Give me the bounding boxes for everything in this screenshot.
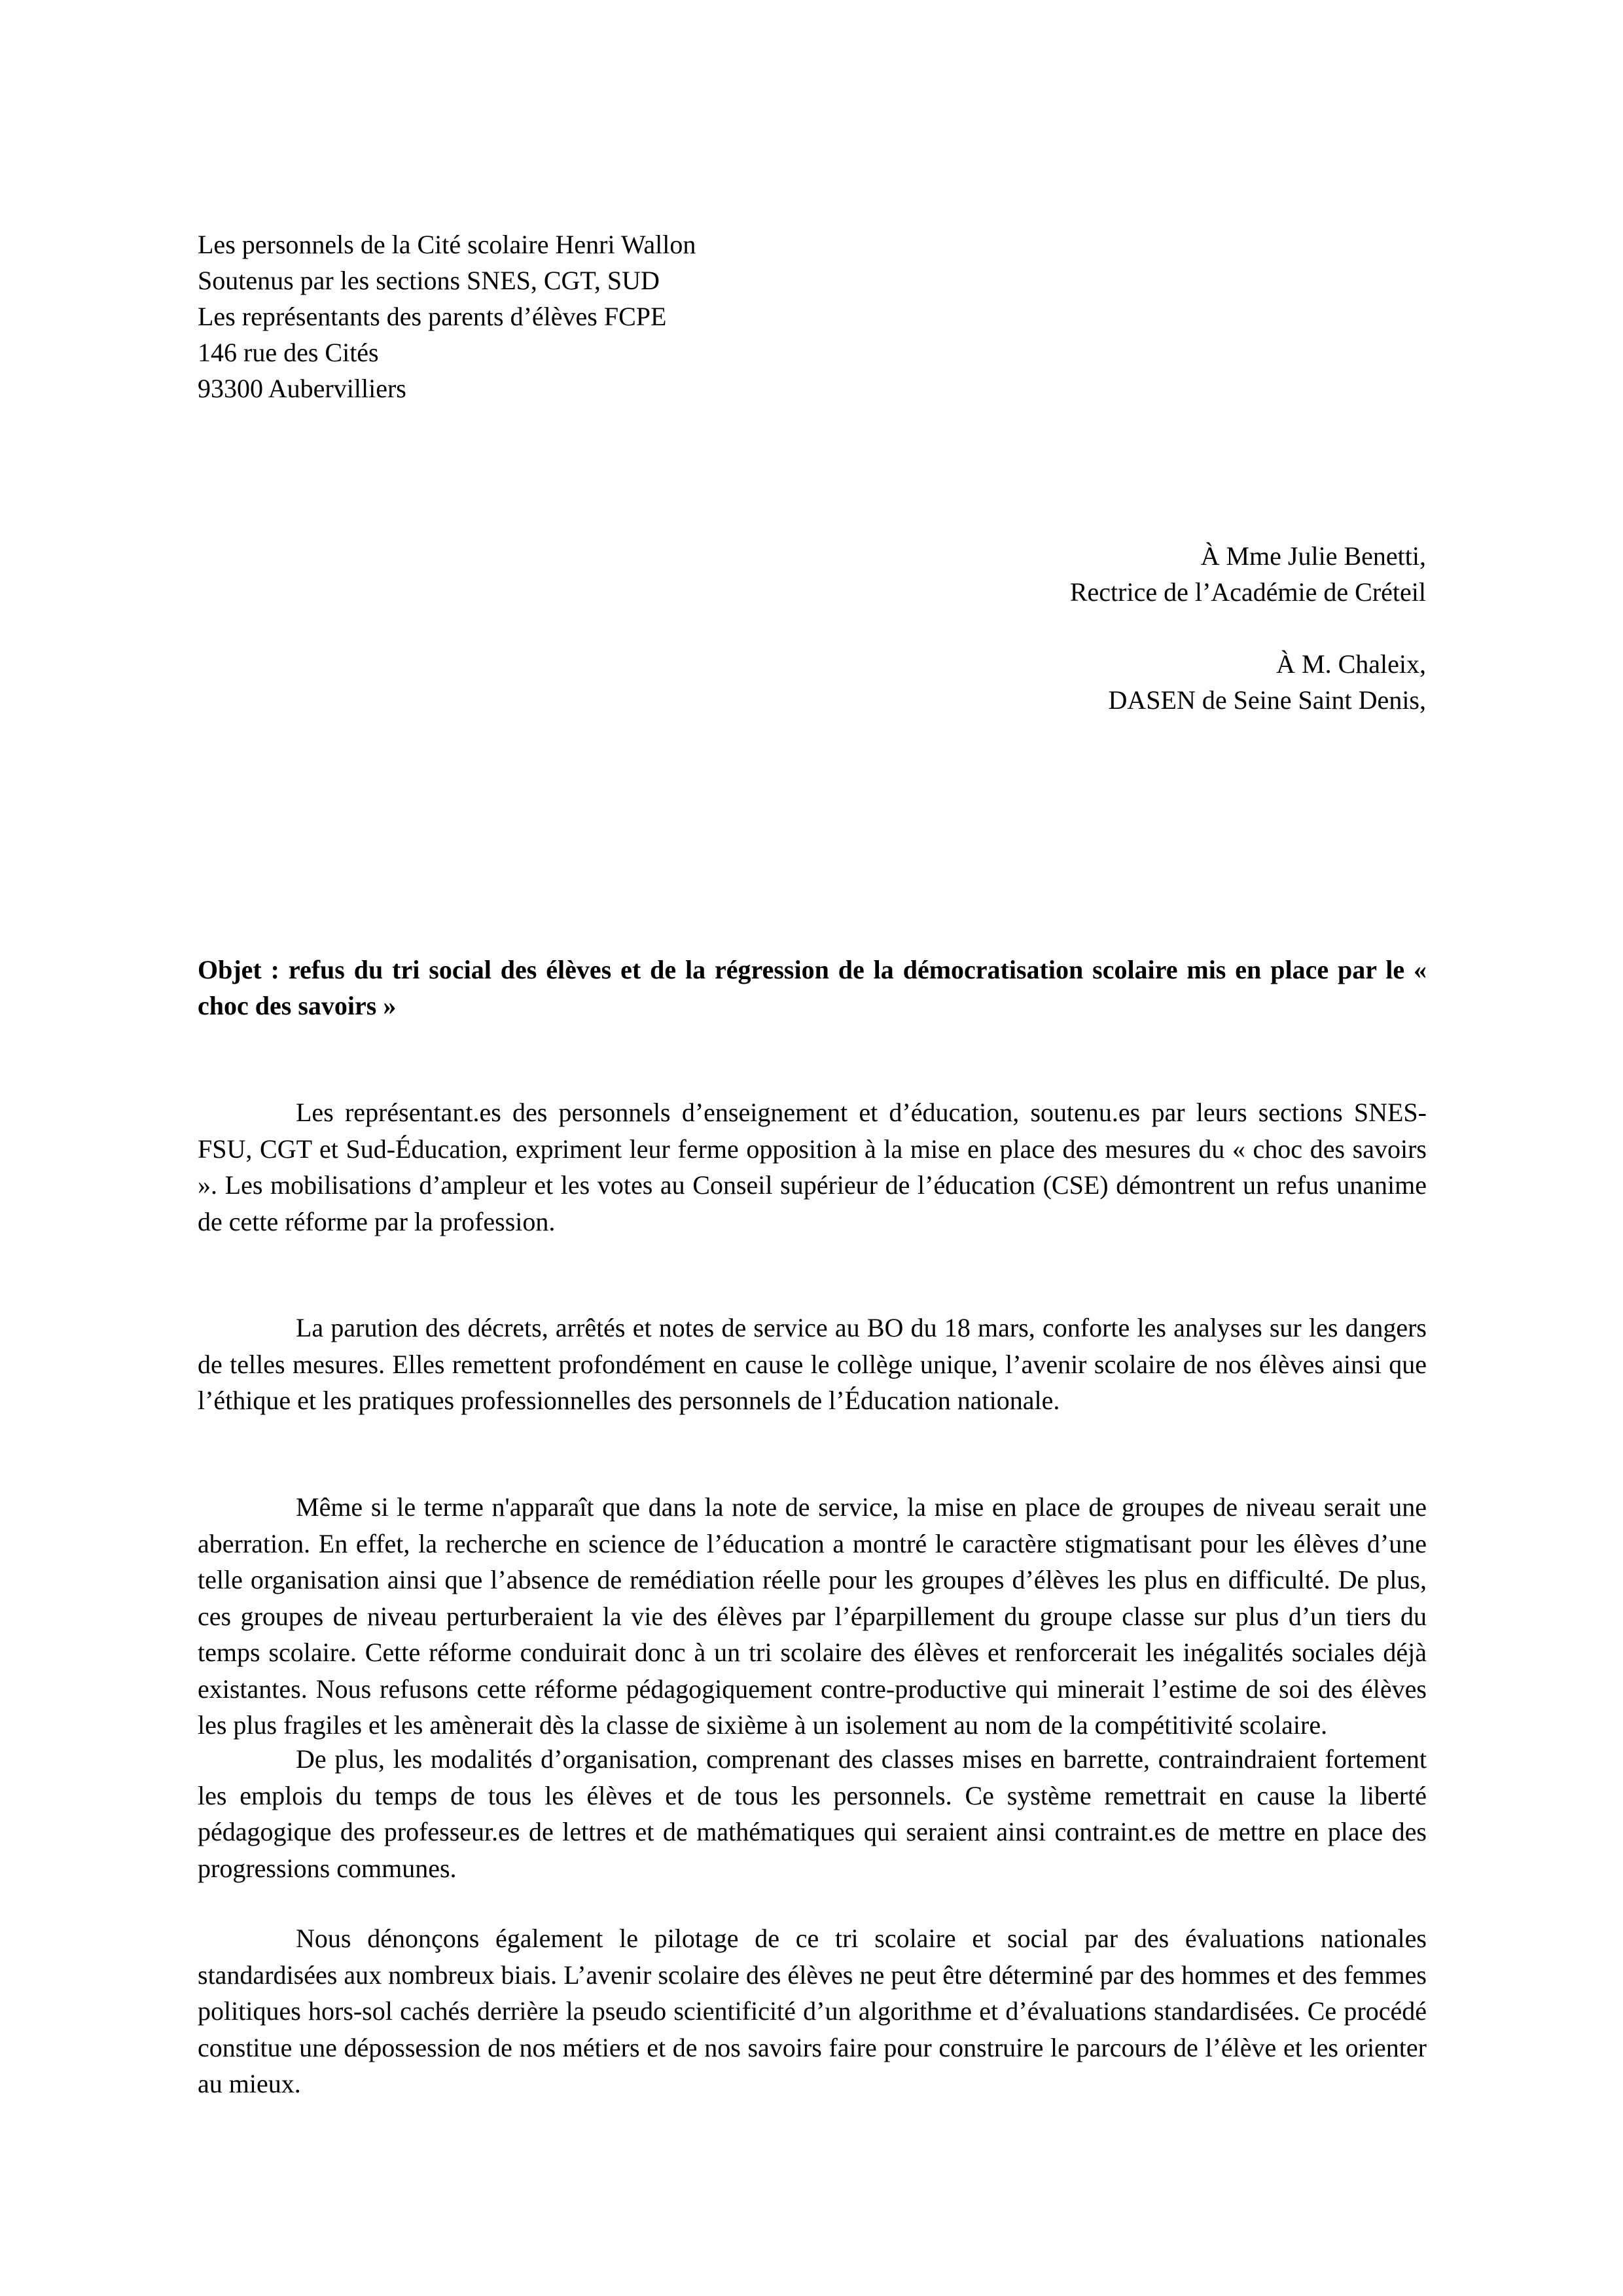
body-paragraph	[198, 1741, 1427, 1886]
paragraph-text: Nous dénonçons également le pilotage de ce tri scolaire et social par des évaluations nationales standardisées aux nombreux biais. L’avenir scolaire des élèves ne peut être déterminé par des hommes et des femmes politiques hors-sol cachés derrière la pseudo scientificité d’un algorithme et d’évaluations standardisées. Ce procédé constitue une dépossession de nos métiers et de nos savoirs faire pour construire le parcours de l’élève et les orienter au mieux.	[198, 1924, 1427, 2098]
paragraph-text: Même si le terme n'apparaît que dans la note de service, la mise en place de groupes de niveau serait une aberration. En effet, la recherche en science de l’éducation a montré le caractère stigmatisant pour les élèves d’une telle organisation ainsi que l’absence de remédiation réelle pour les groupes d’élèves les plus en difficulté. De plus, ces groupes de niveau perturberaient la vie des élèves par l’éparpillement du groupe classe sur plus d’un tiers du temps scolaire. Cette réforme conduirait donc à un tri scolaire des élèves et renforcerait les inégalités sociales déjà existantes. Nous refusons cette réforme pédagogiquement contre-productive qui minerait l’estime de soi des élèves les plus fragiles et les amènerait dès la classe de sixième à un isolement au nom de la compétitivité scolaire.	[198, 1492, 1427, 1740]
paragraph-text: La parution des décrets, arrêtés et notes de service au BO du 18 mars, conforte les analyses sur les dangers de telles mesures. Elles remettent profondément en cause le collège unique, l’avenir scolaire de nos élèves ainsi que l’éthique et les pratiques professionnelles des personnels de l’Éducation nationale.	[198, 1313, 1427, 1415]
paragraph-text: Les représentant.es des personnels d’enseignement et d’éducation, soutenu.es par leurs sections SNES-FSU, CGT et Sud-Éducation, expriment leur ferme opposition à la mise en place des mesures du « choc des savoirs ». Les mobilisations d’ampleur et les votes au Conseil supérieur de l’éducation (CSE) démontrent un refus unanime de cette réforme par la profession.	[198, 1098, 1427, 1236]
subject-line: Objet : refus du tri social des élèves et de la régression de la démocratisation scolaire mis en place par le « choc des savoirs »	[198, 955, 1427, 1020]
body-paragraph	[198, 1310, 1427, 1419]
sender-line: Les représentants des parents d’élèves FCPE	[198, 302, 667, 331]
body-paragraph	[198, 1489, 1427, 1744]
sender-city: 93300 Aubervilliers	[198, 374, 406, 403]
sender-street: 146 rue des Cités	[198, 338, 379, 367]
recipient-name: À M. Chaleix,	[1276, 649, 1426, 679]
sender-line: Les personnels de la Cité scolaire Henri Wallon	[198, 230, 696, 259]
recipient-name: À Mme Julie Benetti,	[1200, 541, 1426, 571]
sender-line: Soutenus par les sections SNES, CGT, SUD	[198, 266, 660, 295]
recipient-block	[1108, 646, 1426, 718]
paragraph-text: De plus, les modalités d’organisation, comprenant des classes mises en barrette, contraindraient fortement les emplois du temps de tous les élèves et de tous les personnels. Ce système remettrait en cause la liberté pédagogique des professeur.es de lettres et de mathématiques qui seraient ainsi contraint.es de mettre en place des progressions communes.	[198, 1744, 1427, 1883]
recipient-title: DASEN de Seine Saint Denis,	[1108, 685, 1426, 715]
recipient-block	[1070, 538, 1426, 610]
body-paragraph	[198, 1094, 1427, 1240]
body-paragraph	[198, 1920, 1427, 2102]
recipient-title: Rectrice de l’Académie de Créteil	[1069, 577, 1426, 607]
sender-address-block	[198, 226, 696, 406]
